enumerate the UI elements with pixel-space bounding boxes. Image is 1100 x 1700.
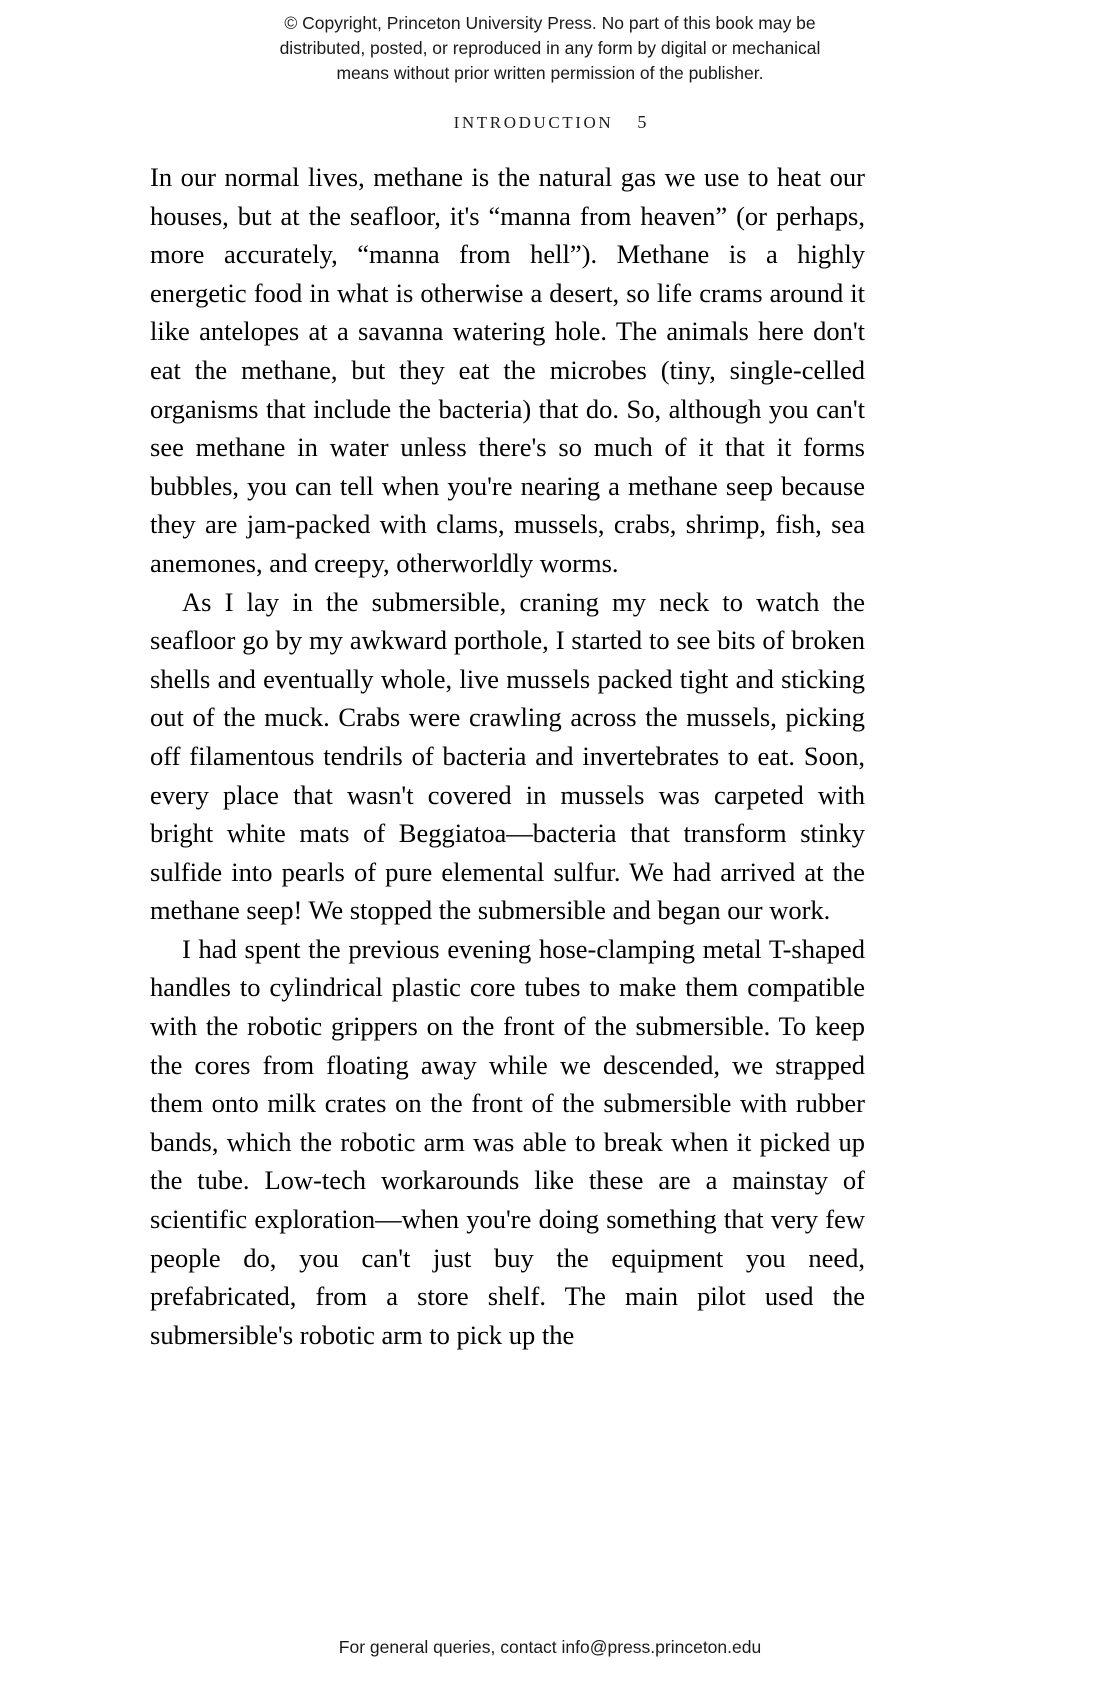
copyright-notice-line-2: distributed, posted, or reproduced in any form by digital or mechanical <box>279 37 821 58</box>
page-number: 5 <box>637 112 647 132</box>
copyright-notice-line-3: means without prior written permission of the publisher. <box>336 62 764 83</box>
copyright-notice <box>0 11 1100 86</box>
paragraph-3: I had spent the previous evening hose-clamping metal T-shaped handles to cylindrical plastic core tubes to make them compatible with the robotic grippers on the front of the submersible. To keep the cores from floating away while we descended, we strapped them onto milk crates on the front of the submersible with rubber bands, which the robotic arm was able to break when it picked up the tube. Low-tech workarounds like these are a mainstay of scientific exploration—when you're doing something that very few people do, you can't just buy the equipment you need, prefabricated, from a store shelf. The main pilot used the submersible's robotic arm to pick up the <box>150 933 865 1350</box>
running-head-title: INTRODUCTION <box>453 113 614 132</box>
paragraph-2: As I lay in the submersible, craning my neck to watch the seafloor go by my awkward porthole, I started to see bits of broken shells and eventually whole, live mussels packed tight and sticking out of the muck. Crabs were crawling across the mussels, picking off filamentous tendrils of bacteria and invertebrates to eat. Soon, every place that wasn't covered in mussels was carpeted with bright white mats of Beggiatoa—bacteria that transform stinky sulfide into pearls of pure elemental sulfur. We had arrived at the methane seep! We stopped the submersible and began our work. <box>150 586 865 926</box>
footer-queries-note: For general queries, contact info@press.princeton.edu <box>338 1637 762 1657</box>
running-head <box>0 112 1100 133</box>
copyright-notice-line-1: © Copyright, Princeton University Press. No part of this book may be <box>284 13 816 33</box>
paragraph-1: In our normal lives, methane is the natural gas we use to heat our houses, but at the seafloor, it's “manna from heaven” (or perhaps, more accurately, “manna from hell”). Methane is a highly energetic food in what is otherwise a desert, so life crams around it like antelopes at a savanna watering hole. The animals here don't eat the methane, but they eat the microbes (tiny, single-celled organisms that include the bacteria) that do. So, although you can't see methane in water unless there's so much of it that it forms bubbles, you can tell when you're nearing a methane seep because they are jam-packed with clams, mussels, crabs, shrimp, fish, sea anemones, and creepy, otherworldly worms. <box>150 162 865 578</box>
body-text <box>150 158 865 1354</box>
